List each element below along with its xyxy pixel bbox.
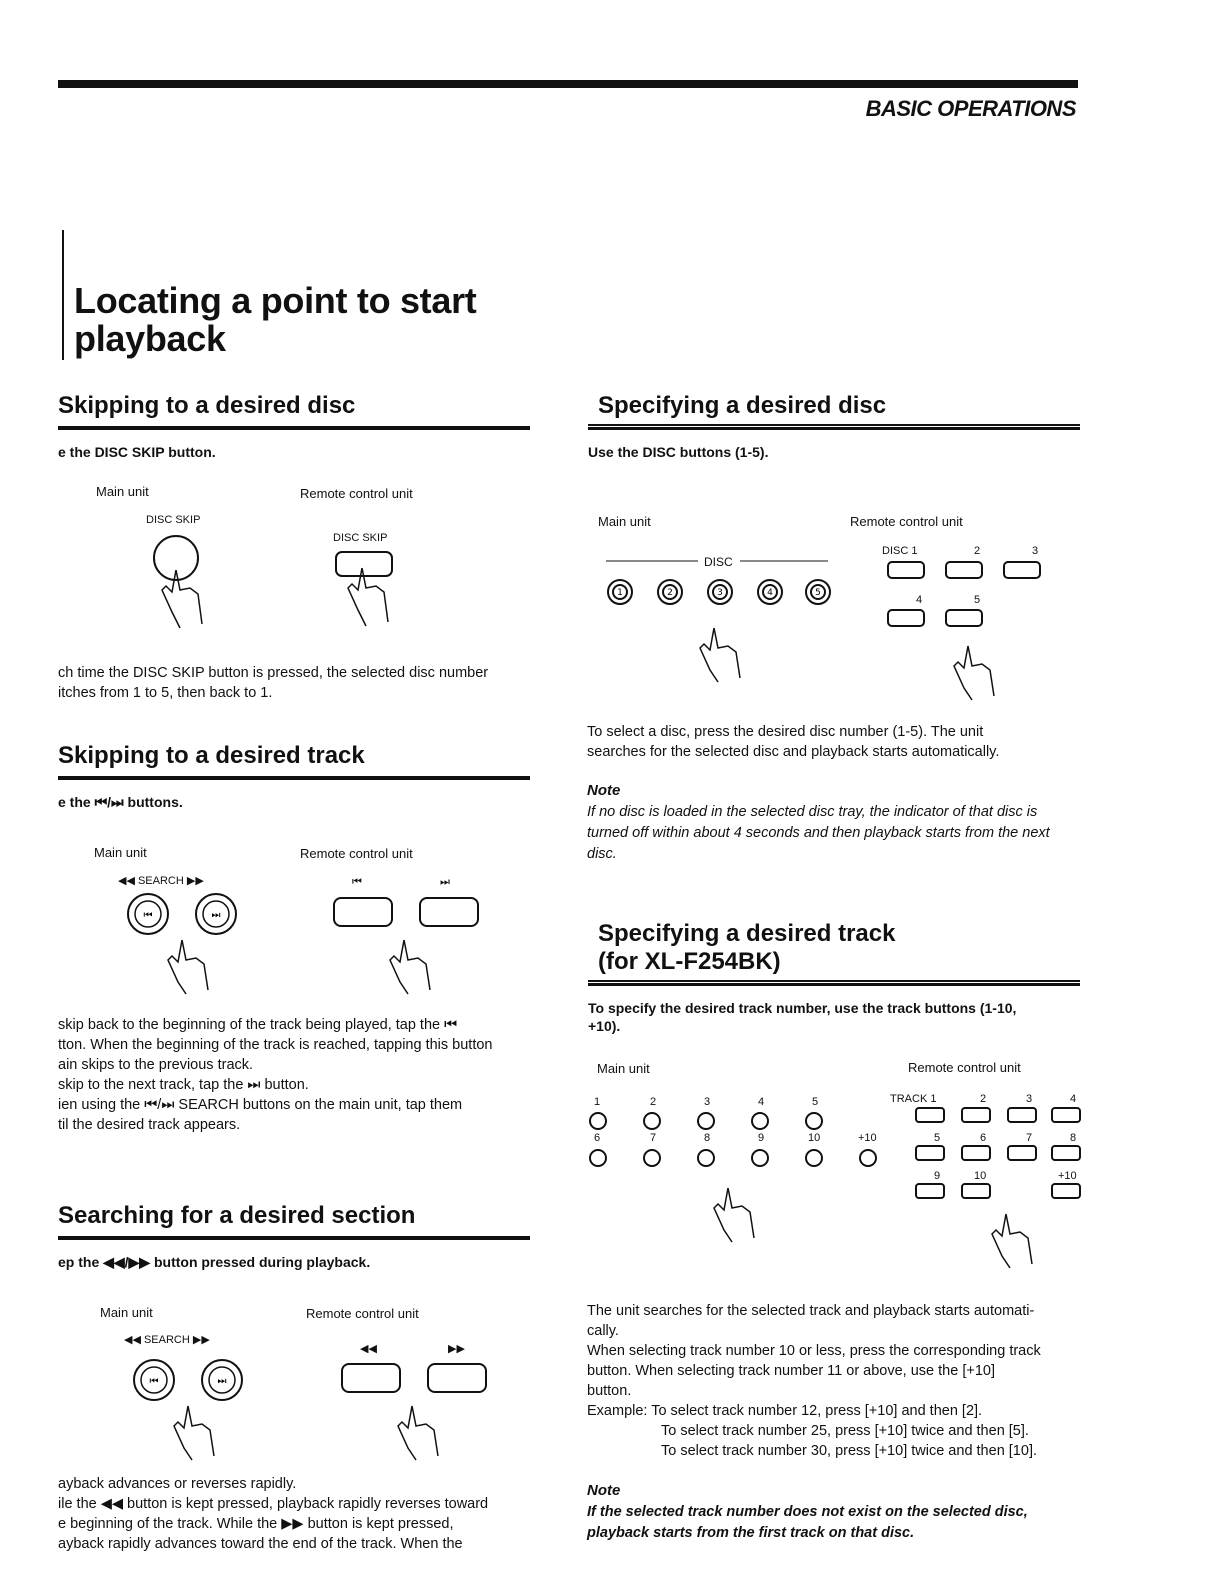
remote-disc-2-label: 2 <box>974 545 981 557</box>
section-title: Skipping to a desired disc <box>58 392 356 419</box>
section-title: Specifying a desired disc <box>598 392 887 419</box>
remote-track-3-label: 3 <box>1026 1093 1033 1105</box>
section-title-line2: (for XL-F254BK) <box>598 948 781 975</box>
track-spec-note: If the selected track number does not exist on the selected disc, playback starts from the first track on that disc. <box>587 1504 1028 1541</box>
remote-disc-4-label: 4 <box>916 594 923 606</box>
remote-disc-1-label: DISC 1 <box>882 545 918 557</box>
section-search <box>58 1202 530 1271</box>
hand-pointer-icon <box>954 646 994 700</box>
title-side-rule <box>62 230 64 360</box>
track-main-buttons[interactable] <box>588 1110 888 1280</box>
main-unit-label: Main unit <box>94 845 147 860</box>
track-remote-buttons[interactable] <box>914 1106 1084 1276</box>
section-track-skip <box>58 742 530 811</box>
section-disc-spec <box>588 392 1080 460</box>
hand-pointer-icon <box>700 628 740 682</box>
remote-track-2-label: 2 <box>980 1093 987 1105</box>
header-rule <box>58 80 1078 88</box>
search-main-buttons[interactable] <box>132 1358 252 1468</box>
remote-unit-label: Remote control unit <box>300 486 413 501</box>
section-instruction-line2: +10). <box>588 1018 621 1034</box>
section-header: BASIC OPERATIONS <box>865 96 1076 121</box>
search-remote-buttons[interactable] <box>340 1362 500 1472</box>
section-rule <box>588 424 1080 430</box>
disc-main-buttons[interactable] <box>604 578 844 708</box>
remote-track-8-label: 8 <box>1070 1132 1077 1144</box>
section-rule <box>588 980 1080 986</box>
disc-skip-main-button[interactable] <box>150 532 230 632</box>
main-unit-label: Main unit <box>597 1061 650 1076</box>
note-title: Note <box>587 1482 621 1499</box>
track-5-label: 5 <box>812 1096 819 1108</box>
section-instruction: e the DISC SKIP button. <box>58 444 216 460</box>
disc-1-label: 1 <box>617 588 623 598</box>
remote-track-plus10-label: +10 <box>1058 1170 1077 1182</box>
page-title <box>74 282 477 358</box>
track-6-label: 6 <box>594 1132 601 1144</box>
disc-spec-text: To select a disc, press the desired disc number (1-5). The unit searches for the selected disc and playback starts automatically. <box>587 724 1000 760</box>
disc-4-label: 4 <box>767 588 773 598</box>
main-unit-label: Main unit <box>598 514 651 529</box>
prev-track-icon: ⏮ <box>149 1376 159 1387</box>
section-rule <box>58 426 530 430</box>
section-rule <box>58 1236 530 1240</box>
remote-rev-label: ◀◀ <box>360 1343 377 1355</box>
track-skip-main-buttons[interactable] <box>126 892 246 1002</box>
disc-3-label: 3 <box>717 588 723 598</box>
main-unit-label: Main unit <box>96 484 149 499</box>
disc-label: DISC <box>704 555 733 569</box>
track-plus10-label: +10 <box>858 1132 877 1144</box>
prev-track-icon: ⏮ <box>143 910 153 921</box>
section-title: Searching for a desired section <box>58 1202 416 1229</box>
remote-fwd-label: ▶▶ <box>448 1343 465 1355</box>
disc-spec-note: If no disc is loaded in the selected disc tray, the indicator of that disc is turned off within about 4 seconds and then playback starts from the next disc. <box>587 804 1050 862</box>
hand-pointer-icon <box>390 940 430 994</box>
remote-track-6-label: 6 <box>980 1132 987 1144</box>
disc-remote-buttons[interactable] <box>886 560 1056 710</box>
section-instruction-line1: To specify the desired track number, use the track buttons (1-10, <box>588 1000 1017 1016</box>
remote-prev-label: ⏮ <box>352 876 362 888</box>
track-3-label: 3 <box>704 1096 711 1108</box>
section-instruction: e the ⏮/⏭ buttons. <box>58 794 183 810</box>
section-track-spec <box>588 920 1080 1034</box>
search-text: ayback advances or reverses rapidly. ile the ◀◀ button is kept pressed, playback rapidly reverses toward e beginning of the track. While the ▶▶ button is kept pressed, ayback rapidly advances toward the end of the track. When the <box>58 1476 489 1552</box>
search-label: ◀◀ SEARCH ▶▶ <box>124 1334 210 1346</box>
track-1-label: 1 <box>594 1096 601 1108</box>
hand-pointer-icon <box>174 1406 214 1460</box>
section-instruction: ep the ◀◀/▶▶ button pressed during playback. <box>58 1254 371 1270</box>
remote-track-1-label: TRACK 1 <box>890 1093 937 1105</box>
remote-next-label: ⏭ <box>440 876 450 888</box>
remote-unit-label: Remote control unit <box>300 846 413 861</box>
disc-skip-main-label: DISC SKIP <box>146 514 201 526</box>
remote-track-10-label: 10 <box>974 1170 987 1182</box>
track-7-label: 7 <box>650 1132 657 1144</box>
remote-unit-label: Remote control unit <box>306 1306 419 1321</box>
page-title-line1: Locating a point to start <box>74 280 477 321</box>
remote-disc-3-label: 3 <box>1032 545 1039 557</box>
remote-track-7-label: 7 <box>1026 1132 1033 1144</box>
remote-track-4-label: 4 <box>1070 1093 1077 1105</box>
section-title-line1: Specifying a desired track <box>598 920 896 947</box>
remote-disc-5-label: 5 <box>974 594 981 606</box>
section-instruction: Use the DISC buttons (1-5). <box>588 444 769 460</box>
track-2-label: 2 <box>650 1096 657 1108</box>
hand-pointer-icon <box>714 1188 754 1242</box>
remote-unit-label: Remote control unit <box>908 1060 1021 1075</box>
track-9-label: 9 <box>758 1132 765 1144</box>
disc-2-label: 2 <box>667 588 673 598</box>
track-spec-text: The unit searches for the selected track and playback starts automati- cally. When selecting track number 10 or less, press the corresponding track button. When selecting track number 11 or above, use the [+10] button. Example: To select track number 12, press [+10] and then [2]. To select track number 25, press [+10] twice and then [5]. To select track number 30, press [+10] twice and then [10]. <box>587 1303 1041 1459</box>
section-rule <box>58 776 530 780</box>
hand-pointer-icon <box>168 940 208 994</box>
next-track-icon: ⏭ <box>211 910 221 921</box>
track-4-label: 4 <box>758 1096 765 1108</box>
remote-track-9-label: 9 <box>934 1170 941 1182</box>
disc-skip-remote-button[interactable] <box>334 550 414 640</box>
note-title: Note <box>587 782 621 799</box>
remote-track-5-label: 5 <box>934 1132 941 1144</box>
disc-5-label: 5 <box>815 588 821 598</box>
remote-unit-label: Remote control unit <box>850 514 963 529</box>
main-unit-label: Main unit <box>100 1305 153 1320</box>
track-skip-text: skip back to the beginning of the track being played, tap the ⏮ tton. When the beginning of the track is reached, tapping this button ain skips to the previous track. skip to the next track, tap the ⏭ button. ien using the ⏮/⏭ SEARCH buttons on the main unit, tap them til the desired track appears. <box>58 1017 493 1133</box>
hand-pointer-icon <box>992 1214 1032 1268</box>
track-10-label: 10 <box>808 1132 821 1144</box>
search-label: ◀◀ SEARCH ▶▶ <box>118 875 204 887</box>
track-8-label: 8 <box>704 1132 711 1144</box>
disc-skip-text: ch time the DISC SKIP button is pressed, the selected disc number itches from 1 to 5, then back to 1. <box>58 665 489 701</box>
track-skip-remote-buttons[interactable] <box>332 896 492 1006</box>
section-title: Skipping to a desired track <box>58 742 365 769</box>
section-disc-skip <box>58 392 530 460</box>
hand-pointer-icon <box>398 1406 438 1460</box>
disc-skip-remote-label: DISC SKIP <box>333 532 388 544</box>
next-track-icon: ⏭ <box>217 1376 227 1387</box>
page-title-line2: playback <box>74 318 226 359</box>
